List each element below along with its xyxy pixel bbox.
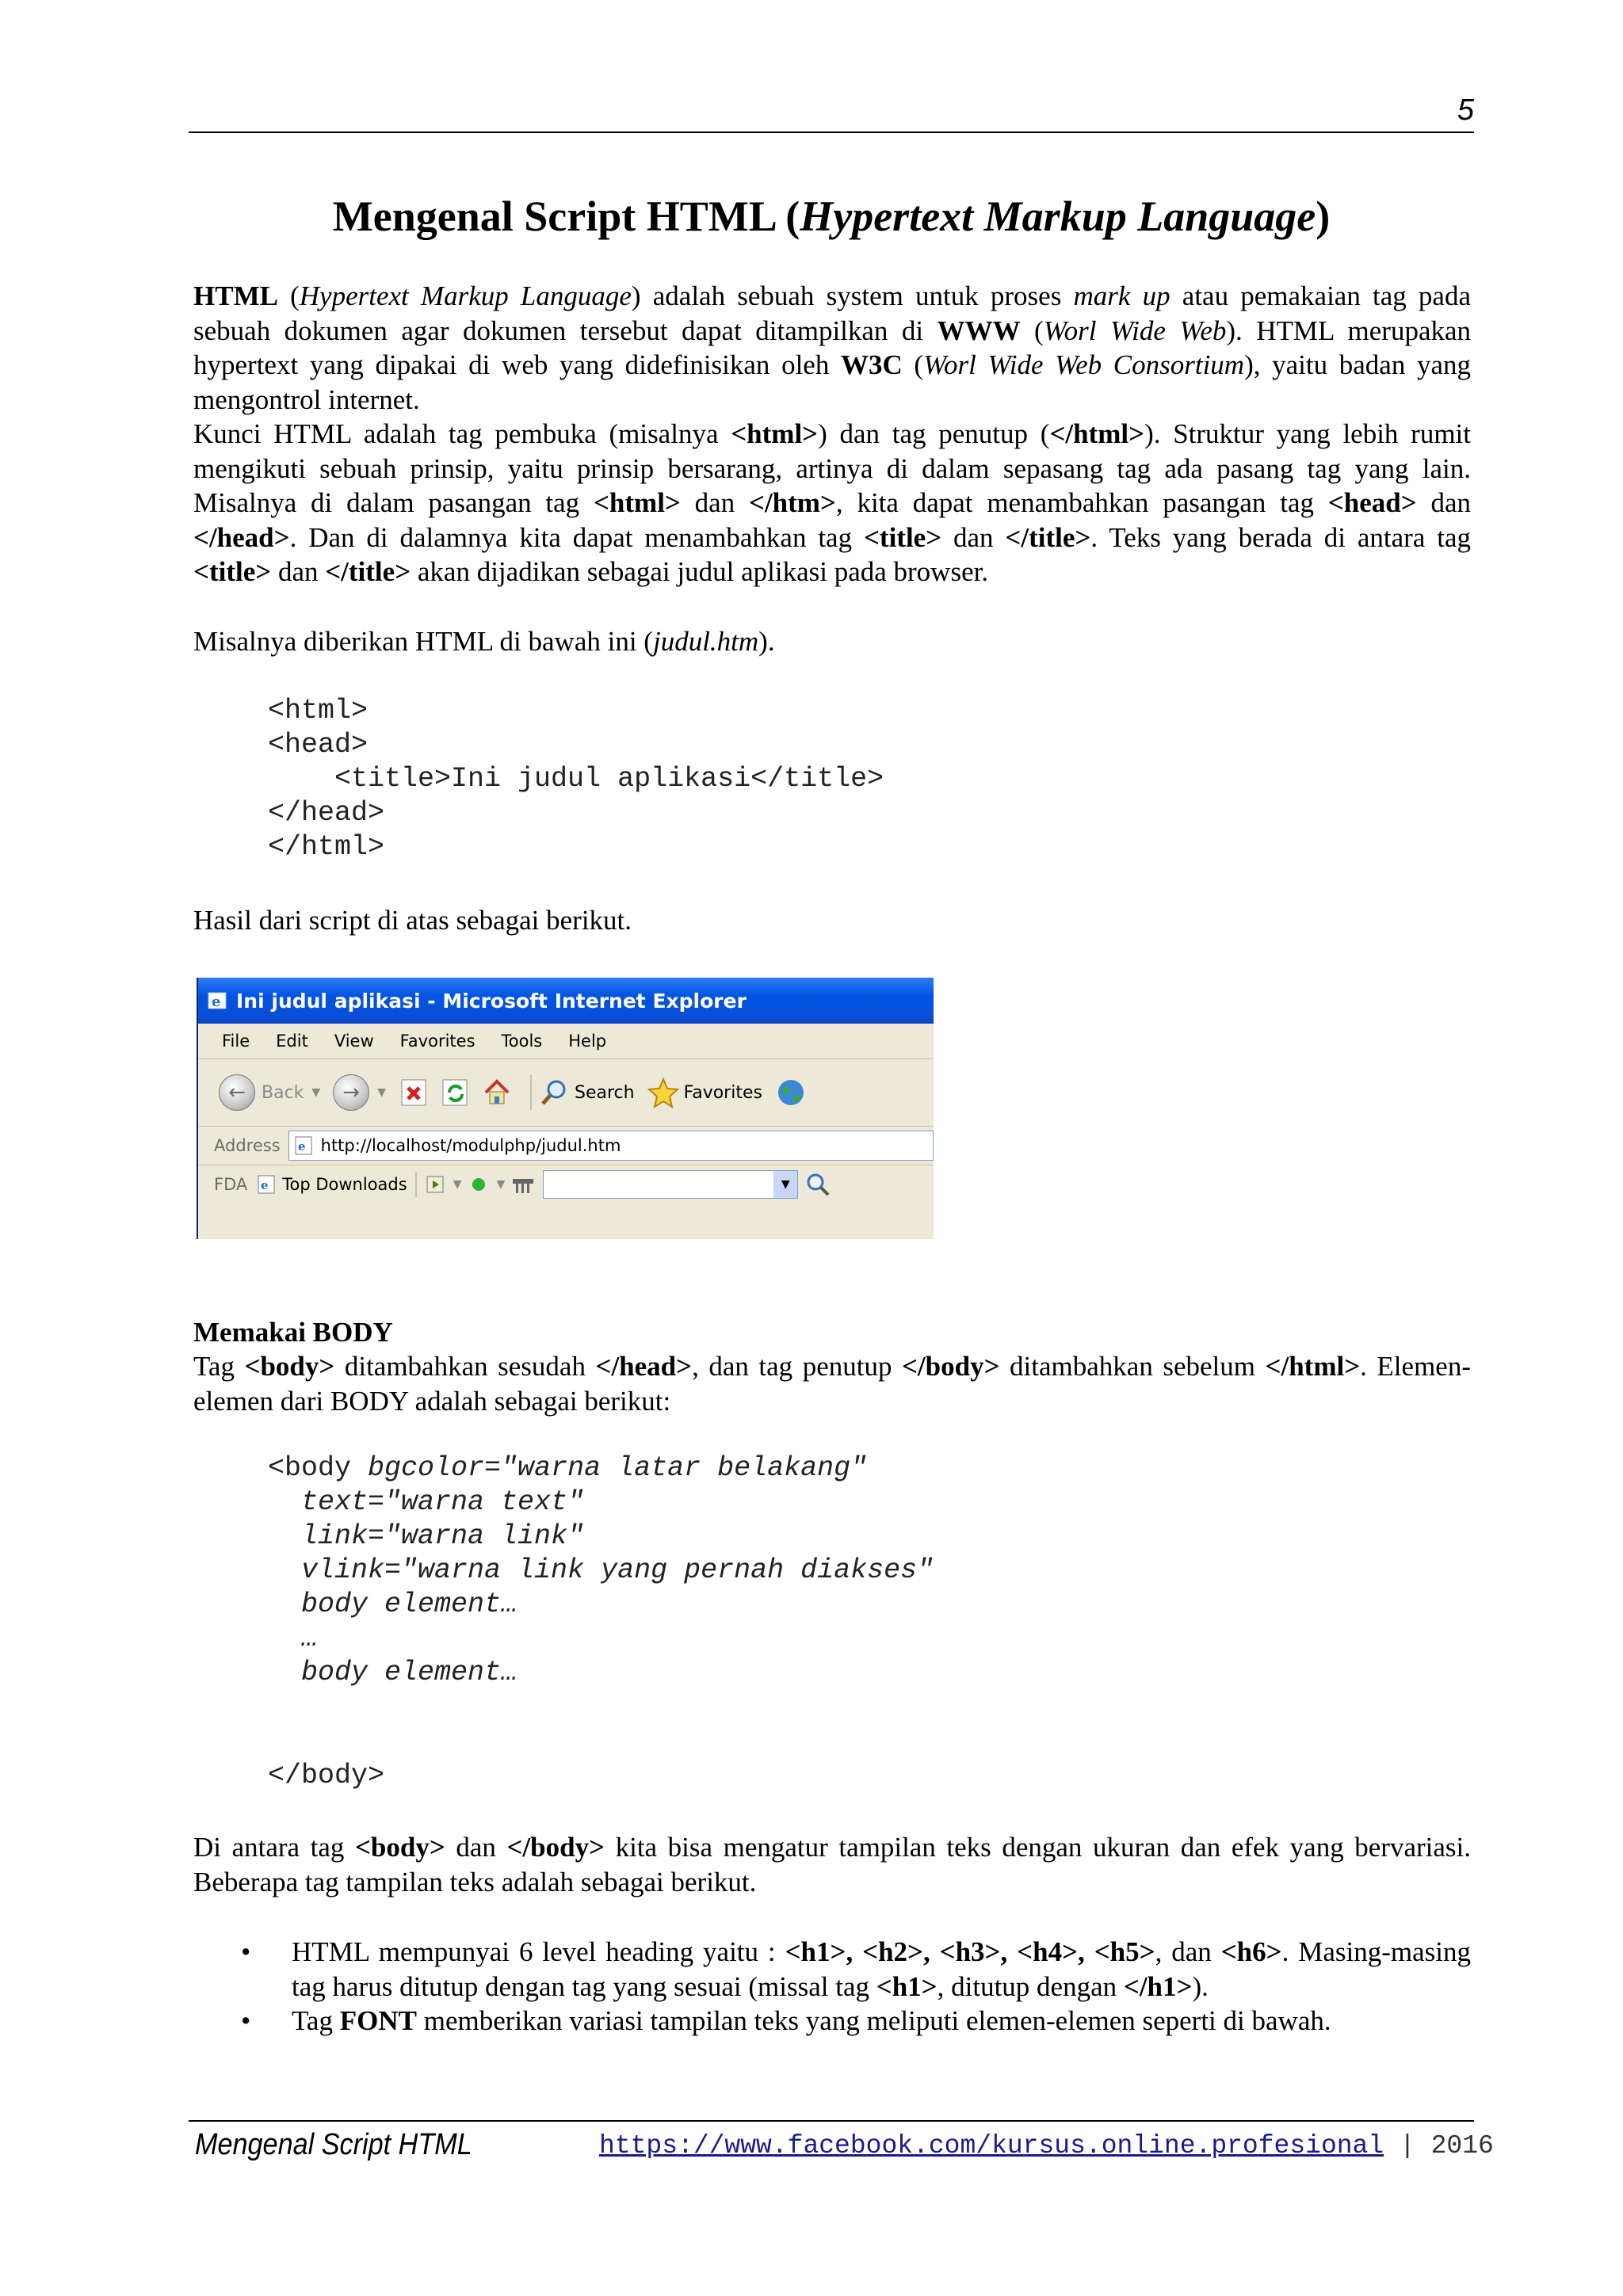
- chevron-down-icon: ▼: [773, 1171, 797, 1198]
- menu-tools[interactable]: Tools: [501, 1032, 543, 1051]
- search-button[interactable]: Search: [540, 1077, 635, 1108]
- refresh-icon[interactable]: [440, 1077, 472, 1108]
- chevron-down-icon[interactable]: ▼: [496, 1178, 506, 1191]
- toolbar-separator: [530, 1075, 532, 1110]
- list-item: • Tag FONT memberikan variasi tampilan teks yang meliputi elemen-elemen seperti di bawah.: [193, 2004, 1471, 2039]
- menu-view[interactable]: View: [334, 1032, 374, 1051]
- browser-toolbar: [198, 1059, 934, 1127]
- footer-rule: [189, 2120, 1474, 2122]
- page-title: Mengenal Script HTML (Hypertext Markup Language): [332, 193, 1331, 240]
- search-icon: [540, 1077, 570, 1108]
- footer-right: https://www.facebook.com/kursus.online.profesional | 2016: [599, 2131, 1494, 2161]
- favorites-button[interactable]: Favorites: [647, 1077, 762, 1108]
- browser-screenshot: [197, 978, 934, 1239]
- forward-arrow-icon: →: [333, 1074, 369, 1111]
- back-arrow-icon: ←: [219, 1074, 255, 1111]
- footer-link[interactable]: https://www.facebook.com/kursus.online.profesional: [599, 2131, 1384, 2161]
- code-body-closing-tag: </body>: [268, 1760, 385, 1791]
- page-icon: [294, 1135, 315, 1156]
- address-label: Address: [214, 1136, 281, 1155]
- ie-logo-icon: [208, 990, 228, 1011]
- fda-label: FDA: [214, 1175, 248, 1194]
- chevron-down-icon[interactable]: ▼: [453, 1178, 462, 1191]
- intro-paragraph-1: HTML (Hypertext Markup Language) adalah sebuah system untuk proses mark up atau pemakaian tag pada sebuah dokumen agar dokumen tersebut dapat ditampilkan di WWW (Worl Wide Web). HTML merupakan hypertext yang dipakai di web yang didefinisikan oleh W3C (Worl Wide Web Consortium), yaitu badan yang mengontrol internet.: [193, 280, 1472, 415]
- header-rule: [189, 132, 1474, 133]
- address-input[interactable]: e http://localhost/modulphp/judul.htm: [288, 1131, 934, 1161]
- page-icon: [257, 1174, 277, 1195]
- svg-text:e: e: [212, 994, 221, 1010]
- bullet-list: [193, 1935, 1471, 2039]
- menu-favorites[interactable]: Favorites: [399, 1032, 475, 1051]
- svg-text:e: e: [297, 1139, 306, 1154]
- browser-titlebar: [198, 978, 934, 1024]
- page-number: 5: [1457, 93, 1474, 127]
- browser-title: Ini judul aplikasi - Microsoft Internet Explorer: [236, 989, 747, 1013]
- star-icon: [647, 1077, 679, 1108]
- stop-icon[interactable]: [399, 1077, 430, 1108]
- forward-button[interactable]: [333, 1074, 386, 1111]
- search-icon[interactable]: [804, 1171, 831, 1198]
- toolbar-dropdown[interactable]: [543, 1170, 798, 1199]
- browser-menubar: [198, 1024, 934, 1059]
- body-paragraph-1: Tag <body> ditambahkan sesudah </head>, dan tag penutup </body> ditambahkan sebelum </html>. Elemen-elemen dari BODY adalah sebagai berikut:: [193, 1351, 1471, 1417]
- svg-text:e: e: [261, 1178, 269, 1192]
- bullet-icon: •: [241, 2005, 251, 2036]
- intro-paragraph-3: Misalnya diberikan HTML di bawah ini (judul.htm).: [193, 626, 775, 657]
- green-dot-icon[interactable]: [469, 1175, 488, 1194]
- back-button[interactable]: ← Back ▼: [219, 1074, 320, 1111]
- toolbar-separator: [415, 1172, 417, 1197]
- section-heading-body: Memakai BODY: [193, 1317, 393, 1348]
- result-caption: Hasil dari script di atas sebagai berikut.: [193, 905, 632, 936]
- chevron-down-icon: ▼: [311, 1086, 321, 1099]
- toolbar-tool-icon[interactable]: [511, 1174, 535, 1195]
- list-item: • HTML mempunyai 6 level heading yaitu : <h1>, <h2>, <h3>, <h4>, <h5>, dan <h6>. Masing-masing tag harus ditutup dengan tag yang sesuai (missal tag <h1>, ditutup dengan </h1>).: [241, 1936, 1471, 2002]
- menu-file[interactable]: File: [222, 1032, 250, 1051]
- footer-title: Mengenal Script HTML: [195, 2128, 472, 2161]
- address-bar: [198, 1127, 934, 1165]
- links-toolbar: [198, 1165, 934, 1203]
- intro-paragraph-2: Kunci HTML adalah tag pembuka (misalnya <html>) dan tag penutup (</html>). Struktur yang lebih rumit mengikuti sebuah prinsip, yaitu prinsip bersarang, artinya di dalam sepasang tag ada pasang tag yang lain. Misalnya di dalam pasangan tag <html> dan </htm>, kita dapat menambahkan pasangan tag <head> dan </head>. Dan di dalamnya kita dapat menambahkan tag <title> dan </title>. Teks yang berada di antara tag <title> dan </title> akan dijadikan sebagai judul aplikasi pada browser.: [193, 418, 1471, 587]
- home-icon[interactable]: [481, 1077, 513, 1108]
- bullet-icon: •: [241, 1936, 251, 1967]
- menu-edit[interactable]: Edit: [276, 1032, 308, 1051]
- body-paragraph-2: Di antara tag <body> dan </body> kita bisa mengatur tampilan teks dengan ukuran dan efek yang bervariasi. Beberapa tag tampilan teks adalah sebagai berikut.: [193, 1832, 1471, 1897]
- code-block-body-syntax: <body bgcolor="warna latar belakang" text="warna text" link="warna link" vlink="warna link yang pernah diakses" body element… … body element…: [268, 1452, 934, 1688]
- footer-year: 2016: [1430, 2131, 1494, 2161]
- top-downloads-link[interactable]: Top Downloads: [282, 1175, 407, 1194]
- menu-help[interactable]: Help: [568, 1032, 607, 1051]
- chevron-down-icon: ▼: [377, 1086, 386, 1099]
- code-block-title-example: <html> <head> <title>Ini judul aplikasi</title> </head> </html>: [268, 695, 884, 863]
- media-globe-icon[interactable]: [775, 1077, 807, 1108]
- play-icon[interactable]: [425, 1174, 445, 1195]
